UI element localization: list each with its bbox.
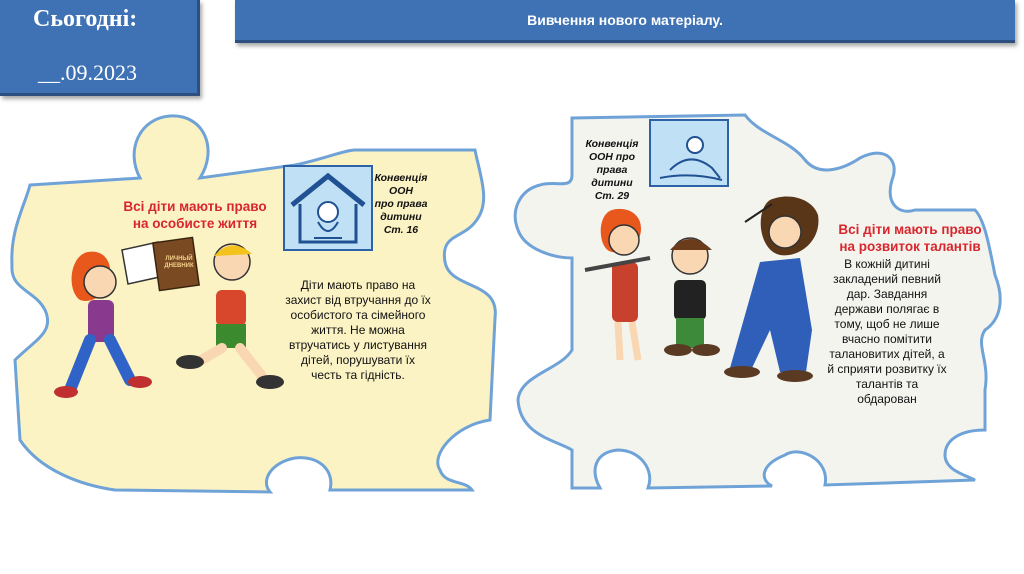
left-piece-body xyxy=(278,278,438,383)
left-body-line: втручатись у листування xyxy=(289,338,427,352)
date-value: __.09.2023 xyxy=(38,60,137,85)
right-body-line: закладений певний xyxy=(833,272,941,286)
left-body-line: захист від втручання до їх xyxy=(285,293,431,307)
right-body-line: В кожній дитині xyxy=(844,257,930,271)
right-body-line: держави полягає в xyxy=(834,302,940,316)
left-body-line: особистого та сімейного xyxy=(290,308,426,322)
left-conv-line: ООН xyxy=(389,185,413,197)
left-conv-line: Конвенція xyxy=(374,172,428,184)
today-label: Сьогодні: xyxy=(33,6,138,32)
right-conv-line: Ст. 29 xyxy=(594,190,630,202)
lesson-topic-bar: Вивчення нового матеріалу. xyxy=(235,0,1015,43)
right-conv-line: права xyxy=(596,164,628,176)
left-conv-line: Ст. 16 xyxy=(383,224,419,236)
left-conv-line: дитини xyxy=(380,211,422,223)
left-body-line: життя. Не можна xyxy=(311,323,405,337)
right-conv-line: дитини xyxy=(591,177,633,189)
right-conv-line: Конвенція xyxy=(585,138,639,150)
left-convention-reference xyxy=(374,172,428,237)
right-piece-title xyxy=(826,221,994,255)
right-piece-body xyxy=(812,257,962,407)
left-body-line: дітей, порушувати їх xyxy=(301,353,415,367)
left-title-line1: Всі діти мають право xyxy=(123,199,267,214)
left-piece-title xyxy=(110,198,280,232)
right-title-line2: на розвиток талантів xyxy=(839,239,981,254)
left-conv-line: про права xyxy=(374,198,428,210)
right-body-line: обдарован xyxy=(857,392,917,406)
right-convention-reference xyxy=(582,138,642,203)
right-body-line: вчасно помітити xyxy=(842,332,932,346)
right-body-line: тому, щоб не лише xyxy=(834,317,940,331)
right-title-line1: Всі діти мають право xyxy=(838,222,982,237)
right-conv-line: ООН про xyxy=(588,151,636,163)
left-title-line2: на особисте життя xyxy=(132,216,258,231)
right-body-line: талановитих дітей, а xyxy=(829,347,945,361)
right-body-line: талантів та xyxy=(855,377,919,391)
right-body-line: дар. Завдання xyxy=(846,287,928,301)
right-body-line: й сприяти розвитку їх xyxy=(827,362,947,376)
left-body-line: честь та гідність. xyxy=(311,368,405,382)
left-body-line: Діти мають право на xyxy=(300,278,416,292)
diary-label: ЛИЧНЫЙ ДНЕВНИК xyxy=(164,256,194,269)
